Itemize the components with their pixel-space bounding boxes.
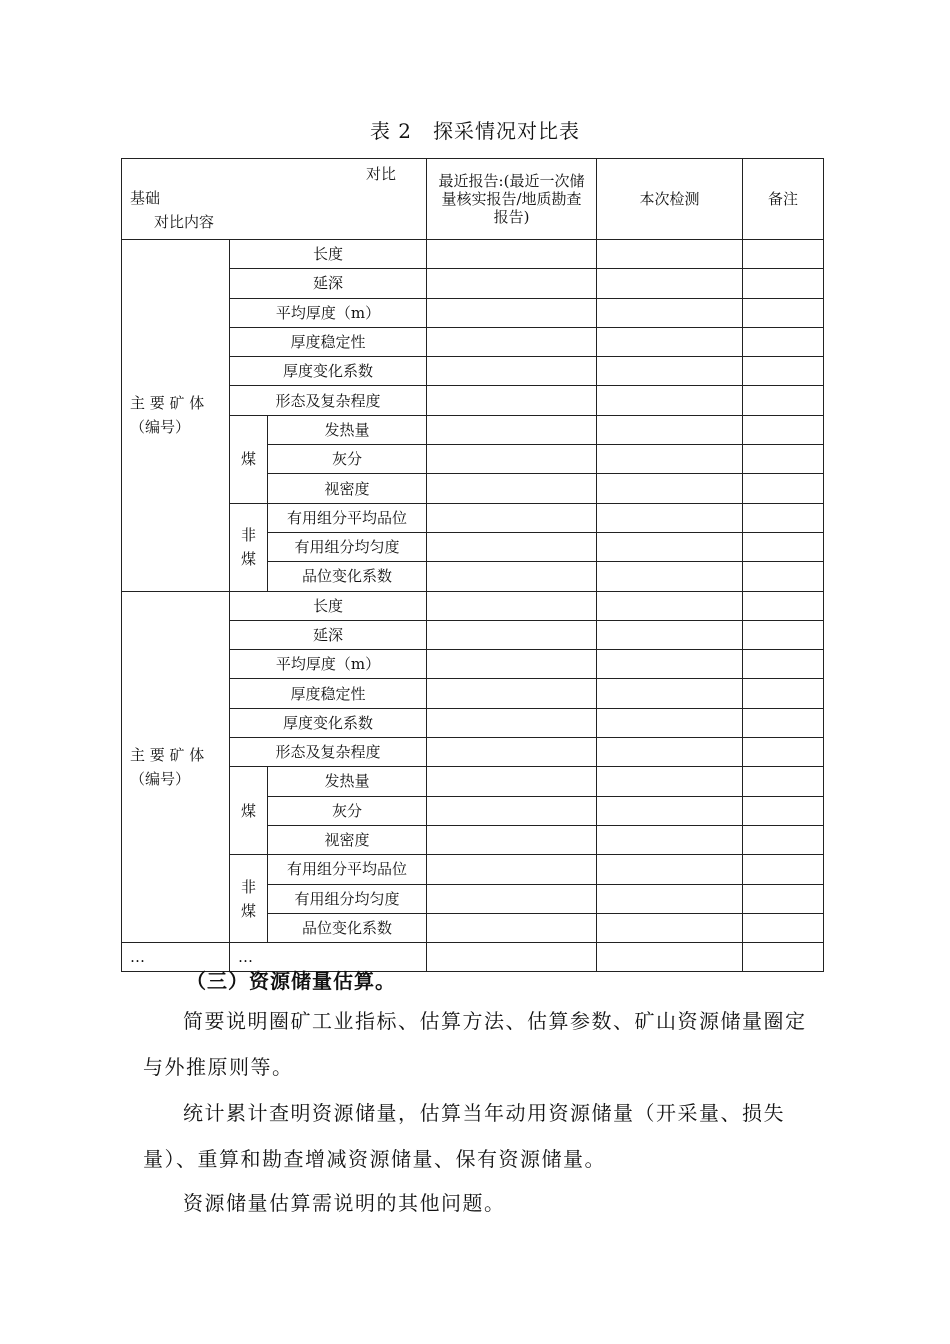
section-heading: （三）资源储量估算。 [186,969,396,993]
item-label: 灰分 [268,445,427,474]
note-cell[interactable] [743,708,824,737]
note-cell[interactable] [743,357,824,386]
item-label: 有用组分平均品位 [268,503,427,532]
report-cell[interactable] [427,298,597,327]
table-header-row [122,159,824,240]
current-cell[interactable] [597,562,743,591]
current-cell[interactable] [597,240,743,269]
report-cell[interactable] [427,650,597,679]
note-cell[interactable] [743,415,824,444]
report-cell[interactable] [427,357,597,386]
header-current-check: 本次检测 [597,159,743,240]
report-cell[interactable] [427,855,597,884]
note-cell[interactable] [743,620,824,649]
note-cell[interactable] [743,738,824,767]
report-cell[interactable] [427,679,597,708]
coal-label: 煤 [230,415,268,503]
report-cell[interactable] [427,884,597,913]
report-cell[interactable] [427,943,597,972]
item-label: 视密度 [268,825,427,854]
item-label: 灰分 [268,796,427,825]
note-cell[interactable] [743,503,824,532]
header-recent-report [427,159,597,240]
report-cell[interactable] [427,913,597,942]
paragraph-2: 统计累计查明资源储量，估算当年动用资源储量（开采量、损失量）、重算和勘查增减资源储量、保有资源储量。 [143,1101,785,1171]
report-cell[interactable] [427,738,597,767]
ellipsis-cell: … [122,943,230,972]
report-cell[interactable] [427,591,597,620]
current-cell[interactable] [597,591,743,620]
header-note: 备注 [743,159,824,240]
item-label: 延深 [230,620,427,649]
current-cell[interactable] [597,327,743,356]
current-cell[interactable] [597,943,743,972]
item-label: 延深 [230,269,427,298]
header-content-label: 对比内容 [154,213,215,231]
note-cell[interactable] [743,913,824,942]
current-cell[interactable] [597,913,743,942]
report-cell[interactable] [427,327,597,356]
non-coal-label: 非煤 [230,503,268,591]
report-cell[interactable] [427,269,597,298]
current-cell[interactable] [597,532,743,561]
note-cell[interactable] [743,562,824,591]
item-label: 有用组分均匀度 [268,884,427,913]
report-cell[interactable] [427,240,597,269]
current-cell[interactable] [597,357,743,386]
item-label: 视密度 [268,474,427,503]
note-cell[interactable] [743,796,824,825]
report-cell[interactable] [427,415,597,444]
current-cell[interactable] [597,767,743,796]
note-cell[interactable] [743,474,824,503]
note-cell[interactable] [743,825,824,854]
note-cell[interactable] [743,767,824,796]
report-cell[interactable] [427,532,597,561]
table-row [122,591,824,620]
note-cell[interactable] [743,386,824,415]
non-coal-label: 非煤 [230,855,268,943]
note-cell[interactable] [743,884,824,913]
current-cell[interactable] [597,269,743,298]
report-cell[interactable] [427,825,597,854]
current-cell[interactable] [597,415,743,444]
current-cell[interactable] [597,884,743,913]
note-cell[interactable] [743,327,824,356]
current-cell[interactable] [597,650,743,679]
item-label: 发热量 [268,415,427,444]
note-cell[interactable] [743,679,824,708]
table-row [122,240,824,269]
current-cell[interactable] [597,855,743,884]
report-cell[interactable] [427,620,597,649]
paragraph-3: 资源储量估算需说明的其他问题。 [183,1191,506,1215]
current-cell[interactable] [597,474,743,503]
note-cell[interactable] [743,298,824,327]
item-label: 厚度稳定性 [230,679,427,708]
item-label: 有用组分均匀度 [268,532,427,561]
header-basis-label: 基础 [130,189,161,207]
item-label: 长度 [230,240,427,269]
note-cell[interactable] [743,269,824,298]
note-cell[interactable] [743,855,824,884]
ellipsis-cell: … [230,943,427,972]
item-label: 有用组分平均品位 [268,855,427,884]
report-cell[interactable] [427,445,597,474]
current-cell[interactable] [597,708,743,737]
header-compare-label: 对比 [366,165,397,183]
item-label: 厚度变化系数 [230,708,427,737]
current-cell[interactable] [597,386,743,415]
item-label: 平均厚度（m） [230,650,427,679]
report-cell[interactable] [427,767,597,796]
note-cell[interactable] [743,532,824,561]
current-cell[interactable] [597,298,743,327]
item-label: 平均厚度（m） [230,298,427,327]
ore-body-label: 主 要 矿 体（编号） [122,240,230,592]
note-cell[interactable] [743,591,824,620]
current-cell[interactable] [597,796,743,825]
item-label: 厚度稳定性 [230,327,427,356]
item-label: 形态及复杂程度 [230,738,427,767]
paragraph-1: 简要说明圈矿工业指标、估算方法、估算参数、矿山资源储量圈定与外推原则等。 [143,1009,807,1079]
current-cell[interactable] [597,738,743,767]
report-cell[interactable] [427,708,597,737]
item-label: 形态及复杂程度 [230,386,427,415]
item-label: 发热量 [268,767,427,796]
current-cell[interactable] [597,503,743,532]
current-cell[interactable] [597,620,743,649]
item-label: 品位变化系数 [268,913,427,942]
current-cell[interactable] [597,445,743,474]
diagonal-header-cell [122,159,427,240]
coal-label: 煤 [230,767,268,855]
comparison-table [121,158,824,972]
report-cell[interactable] [427,796,597,825]
report-cell[interactable] [427,474,597,503]
item-label: 品位变化系数 [268,562,427,591]
header-recent-report-text: 最近报告:(最近一次储量核实报告/地质勘查报告) [438,172,585,226]
report-cell[interactable] [427,562,597,591]
table-title: 表 2 探采情况对比表 [369,119,581,143]
report-cell[interactable] [427,386,597,415]
note-cell[interactable] [743,240,824,269]
current-cell[interactable] [597,679,743,708]
ore-body-label: 主 要 矿 体（编号） [122,591,230,943]
note-cell[interactable] [743,650,824,679]
item-label: 长度 [230,591,427,620]
current-cell[interactable] [597,825,743,854]
note-cell[interactable] [743,445,824,474]
report-cell[interactable] [427,503,597,532]
note-cell[interactable] [743,943,824,972]
item-label: 厚度变化系数 [230,357,427,386]
